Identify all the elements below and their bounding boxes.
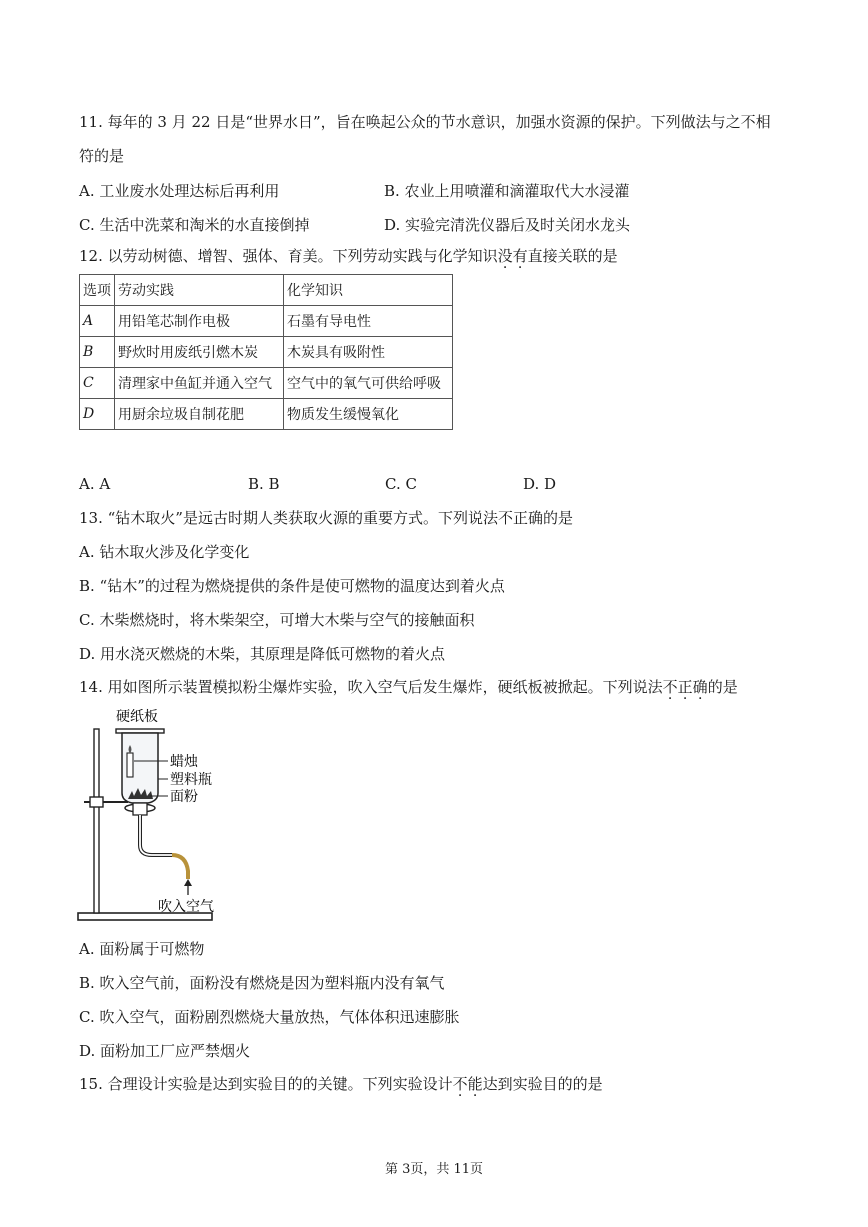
q15-stem-emph-1: 不 [452, 1075, 468, 1093]
q13-option-a: A. 钻木取火涉及化学变化 [79, 543, 250, 561]
clamp-boss [90, 797, 103, 807]
q12-table [79, 274, 453, 430]
label-candle: 蜡烛 [170, 754, 198, 770]
q14-option-b: B. 吹入空气前，面粉没有燃烧是因为塑料瓶内没有氧气 [79, 974, 445, 992]
q12-stem [79, 246, 618, 266]
q12-option-b: B. B [248, 475, 280, 493]
label-air: 吹入空气 [158, 899, 214, 915]
q13-option-b: B. “钻木”的过程为燃烧提供的条件是使可燃物的温度达到着火点 [79, 577, 505, 595]
table-cell: 用厨余垃圾自制花肥 [115, 399, 284, 430]
q14-stem-emph-1: 不 [662, 678, 678, 696]
q11-stem-line2: 符的是 [79, 147, 125, 165]
label-flour: 面粉 [170, 789, 198, 805]
q12-option-c: C. C [385, 475, 417, 493]
table-cell: B [80, 337, 115, 368]
q12-option-a: A. A [79, 475, 111, 493]
arrow-head-icon [184, 879, 192, 886]
table-header-cell: 选项 [80, 275, 115, 306]
dust-explosion-apparatus [76, 705, 246, 927]
table-row [80, 306, 453, 337]
table-cell: 木炭具有吸附性 [284, 337, 453, 368]
table-cell: A [80, 306, 115, 337]
q15-stem [79, 1074, 603, 1094]
q14-stem-before: 14. 用如图所示装置模拟粉尘爆炸实验，吹入空气后发生爆炸，硬纸板被掀起。下列说法 [79, 678, 663, 696]
q11-option-c: C. 生活中洗菜和淘米的水直接倒掉 [79, 216, 310, 234]
label-bottle: 塑料瓶 [170, 772, 212, 788]
table-row [80, 337, 453, 368]
q12-stem-after: 直接关联的是 [527, 247, 618, 265]
rubber-hose [172, 855, 188, 879]
q11-option-d: D. 实验完清洗仪器后及时关闭水龙头 [384, 216, 631, 234]
label-board: 硬纸板 [116, 709, 158, 725]
q15-stem-emph-2: 能 [467, 1075, 483, 1093]
stopper [133, 803, 147, 815]
q14-stem [79, 677, 738, 697]
q12-stem-emph-2: 有 [512, 247, 528, 265]
air-tube-inner [140, 815, 172, 855]
q14-option-a: A. 面粉属于可燃物 [79, 940, 205, 958]
q15-stem-before: 15. 合理设计实验是达到实验目的的关键。下列实验设计 [79, 1075, 453, 1093]
table-header-cell: 化学知识 [284, 275, 453, 306]
table-header-cell: 劳动实践 [115, 275, 284, 306]
q14-stem-emph-3: 确 [692, 678, 708, 696]
candle [127, 753, 133, 777]
q12-option-d: D. D [523, 475, 557, 493]
table-cell: D [80, 399, 115, 430]
table-cell: 石墨有导电性 [284, 306, 453, 337]
q14-stem-emph-2: 正 [677, 678, 693, 696]
table-cell: 清理家中鱼缸并通入空气 [115, 368, 284, 399]
q11-stem-line1: 11. 每年的 3 月 22 日是“世界水日”，旨在唤起公众的节水意识，加强水资源的保护。下列做法与之不相 [79, 113, 771, 131]
table-row [80, 368, 453, 399]
table-cell: 物质发生缓慢氧化 [284, 399, 453, 430]
q13-option-c: C. 木柴燃烧时，将木柴架空，可增大木柴与空气的接触面积 [79, 611, 475, 629]
q12-stem-emph-1: 没 [497, 247, 513, 265]
q11-option-a: A. 工业废水处理达标后再利用 [79, 182, 280, 200]
q12-stem-before: 12. 以劳动树德、增智、强体、育美。下列劳动实践与化学知识 [79, 247, 498, 265]
air-tube [140, 815, 172, 855]
q13-stem: 13. “钻木取火”是远古时期人类获取火源的重要方式。下列说法不正确的是 [79, 509, 573, 527]
table-cell: 用铅笔芯制作电极 [115, 306, 284, 337]
table-cell: C [80, 368, 115, 399]
table-row [80, 399, 453, 430]
table-cell: 野炊时用废纸引燃木炭 [115, 337, 284, 368]
q14-stem-after: 的是 [707, 678, 738, 696]
q14-option-d: D. 面粉加工厂应严禁烟火 [79, 1042, 251, 1060]
q15-stem-after: 达到实验目的的是 [482, 1075, 603, 1093]
q13-option-d: D. 用水浇灭燃烧的木柴，其原理是降低可燃物的着火点 [79, 645, 446, 663]
stand-rod [94, 729, 99, 913]
q14-option-c: C. 吹入空气，面粉剧烈燃烧大量放热，气体体积迅速膨胀 [79, 1008, 460, 1026]
q11-option-b: B. 农业上用喷灌和滴灌取代大水浸灌 [384, 182, 630, 200]
table-cell: 空气中的氧气可供给呼吸 [284, 368, 453, 399]
page-footer: 第 3页，共 11页 [384, 1162, 484, 1177]
table-header-row [80, 275, 453, 306]
